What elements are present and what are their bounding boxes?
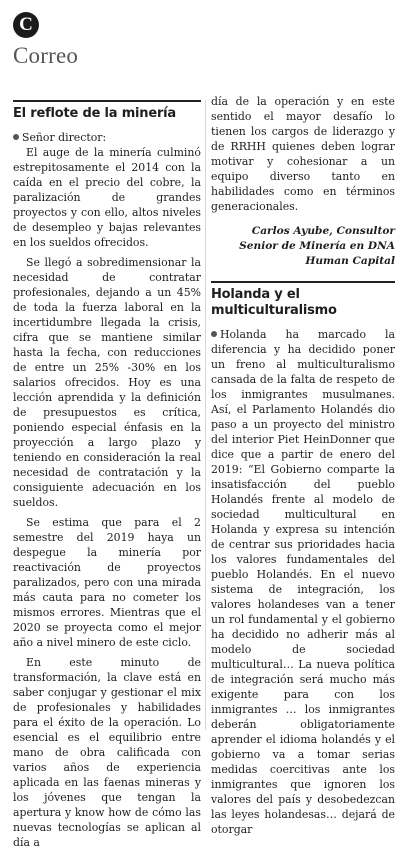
letter1-paragraph: En este minuto de transformación, la clave está en saber conjugar y gestionar el mix de profesionales y habilidades para el éxito de la operación. Lo esencial es el equilibrio entre mano de obra calificada con varios años de experiencia aplicada en las faenas mineras y los jóvenes que tengan la apertura y know how de cómo las nuevas tecnologías se aplican al día a (13, 656, 201, 849)
column-divider (205, 100, 206, 730)
letter1-paragraph: Se llegó a sobredimensionar la necesidad de contratar profesionales, dejando a un 45% de toda la fuerza laboral en la incertidumbre llegada la crisis, cifra que se mantiene similar hasta la fecha, con reducciones de entre un 25% -30% en los salarios ofrecidos. Hoy es una lección aprendida y la definición de presupuestos es crítica, poniendo especial énfasis en la proyección a largo plazo y teniendo en consideración la real necesidad de contratación y la consiguiente adecuación en los sueldos. (13, 256, 201, 509)
headline-rule (211, 281, 395, 283)
bullet-icon (211, 331, 217, 337)
letter2-paragraph (211, 327, 395, 837)
letter1-paragraph-continued: día de la operación y en este sentido el mayor desafío lo tienen los cargos de liderazgo y de RRHH quienes deben lograr motivar y cohesionar a un equipo diverso tanto en habilidades como en términos generacionales. (211, 95, 395, 213)
letter1-paragraph: Se estima que para el 2 semestre del 2019 haya un despegue la minería por reactivación de proyectos paralizados, pero con una mirada más cauta para no cometer los mismos errores. Mientras que el 2020 se proyecta como el mejor año a nivel minero de este ciclo. (13, 516, 201, 649)
letter2-headline: Holanda y el multiculturalismo (211, 287, 337, 318)
letter1-salutation (13, 130, 201, 145)
letter1-headline: El reflote de la minería (13, 106, 177, 121)
section-badge: C (13, 12, 39, 38)
letter-column-left (13, 100, 201, 850)
letter-column-right (211, 94, 395, 837)
letter2-paragraph-text: Holanda ha marcado la diferencia y ha decidido poner un freno al multiculturalismo cansada de la falta de respeto de los inmigrantes musulmanes. Así, el Parlamento Holandés dio paso a un proyecto del ministro del interior Piet HeinDonner que dice que a partir de enero del 2019: “El Gobierno comparte la insatisfacción del pueblo Holandés frente al modelo de sociedad multicultural en Holanda y expresa su intención de centrar sus prioridades hacia los valores fundamentales del pueblo Holandés. En el nuevo sistema de integración, los valores holandeses van a tener un rol fundamental y el gobierno ha decidido no adherir más al modelo de sociedad multicultural… La nueva política de integración será mucho más exigente para con los inmigrantes … los inmigrantes deberán obligatoriamente aprender el idioma holandés y el gobierno va a tomar serias medidas coercitivas ante los inmigrantes que ignoren los valores del país y desobedezcan las leyes holandesas… dejará de otorgar (211, 328, 395, 836)
salutation-text: Señor director: (22, 131, 107, 144)
section-title: Correo (13, 43, 79, 68)
bullet-icon (13, 134, 19, 140)
letter1-paragraph: El auge de la minería culminó estrepitosamente el 2014 con la caída en el precio del cobre, la paralización de grandes proyectos y con ello, altos niveles de desempleo y bajas relevantes en los sueldos ofrecidos. (13, 146, 201, 249)
headline-rule (13, 100, 201, 102)
letter1-signature: Carlos Ayube, Consultor Senior de Minería en DNA Human Capital (239, 225, 395, 267)
